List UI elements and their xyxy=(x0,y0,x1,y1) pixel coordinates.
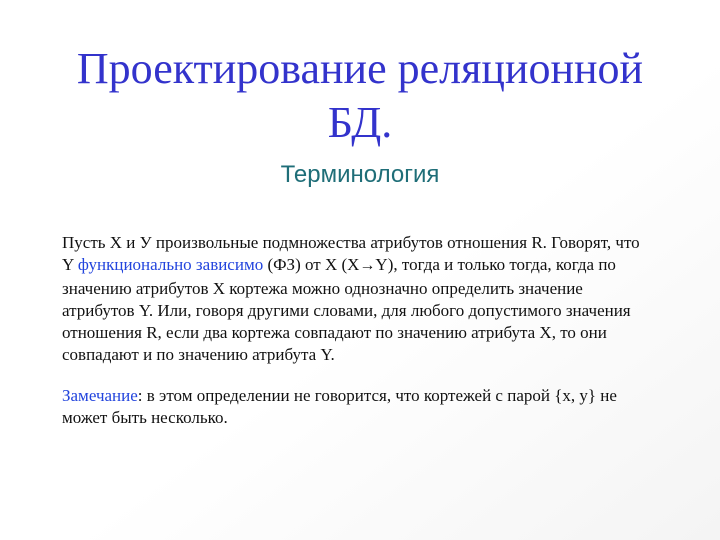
title-line-2: БД. xyxy=(327,98,393,147)
title-line-1: Проектирование реляционной xyxy=(76,44,644,93)
slide-subtitle: Терминология xyxy=(280,161,440,188)
slide-body xyxy=(62,232,652,429)
term-functionally-dependent: функционально зависимо xyxy=(77,255,264,275)
slide-title xyxy=(0,42,720,150)
definition-text-2: (ФЗ) от X (X xyxy=(263,255,360,275)
definition-text-3: Y), тогда и только тогда, когда по значению атрибутов X кортежа можно однозначно определить значение атрибутов Y. Или, говоря другими словами, для любого допустимого значения отношения R, если два кортежа совпадают по значению атрибута X, то они совпадают и по значению атрибута Y. xyxy=(62,255,631,365)
definition-paragraph xyxy=(62,232,652,367)
note-label: Замечание xyxy=(62,385,138,405)
note-text: : в этом определении не говорится, что кортежей с парой {x, y} не может быть несколько. xyxy=(62,385,617,428)
definition-text-1: Пусть X и У произвольные подмножества атрибутов отношения R. Говорят, что Y xyxy=(62,233,640,275)
arrow-symbol: → xyxy=(359,257,376,275)
note-paragraph xyxy=(62,385,652,430)
